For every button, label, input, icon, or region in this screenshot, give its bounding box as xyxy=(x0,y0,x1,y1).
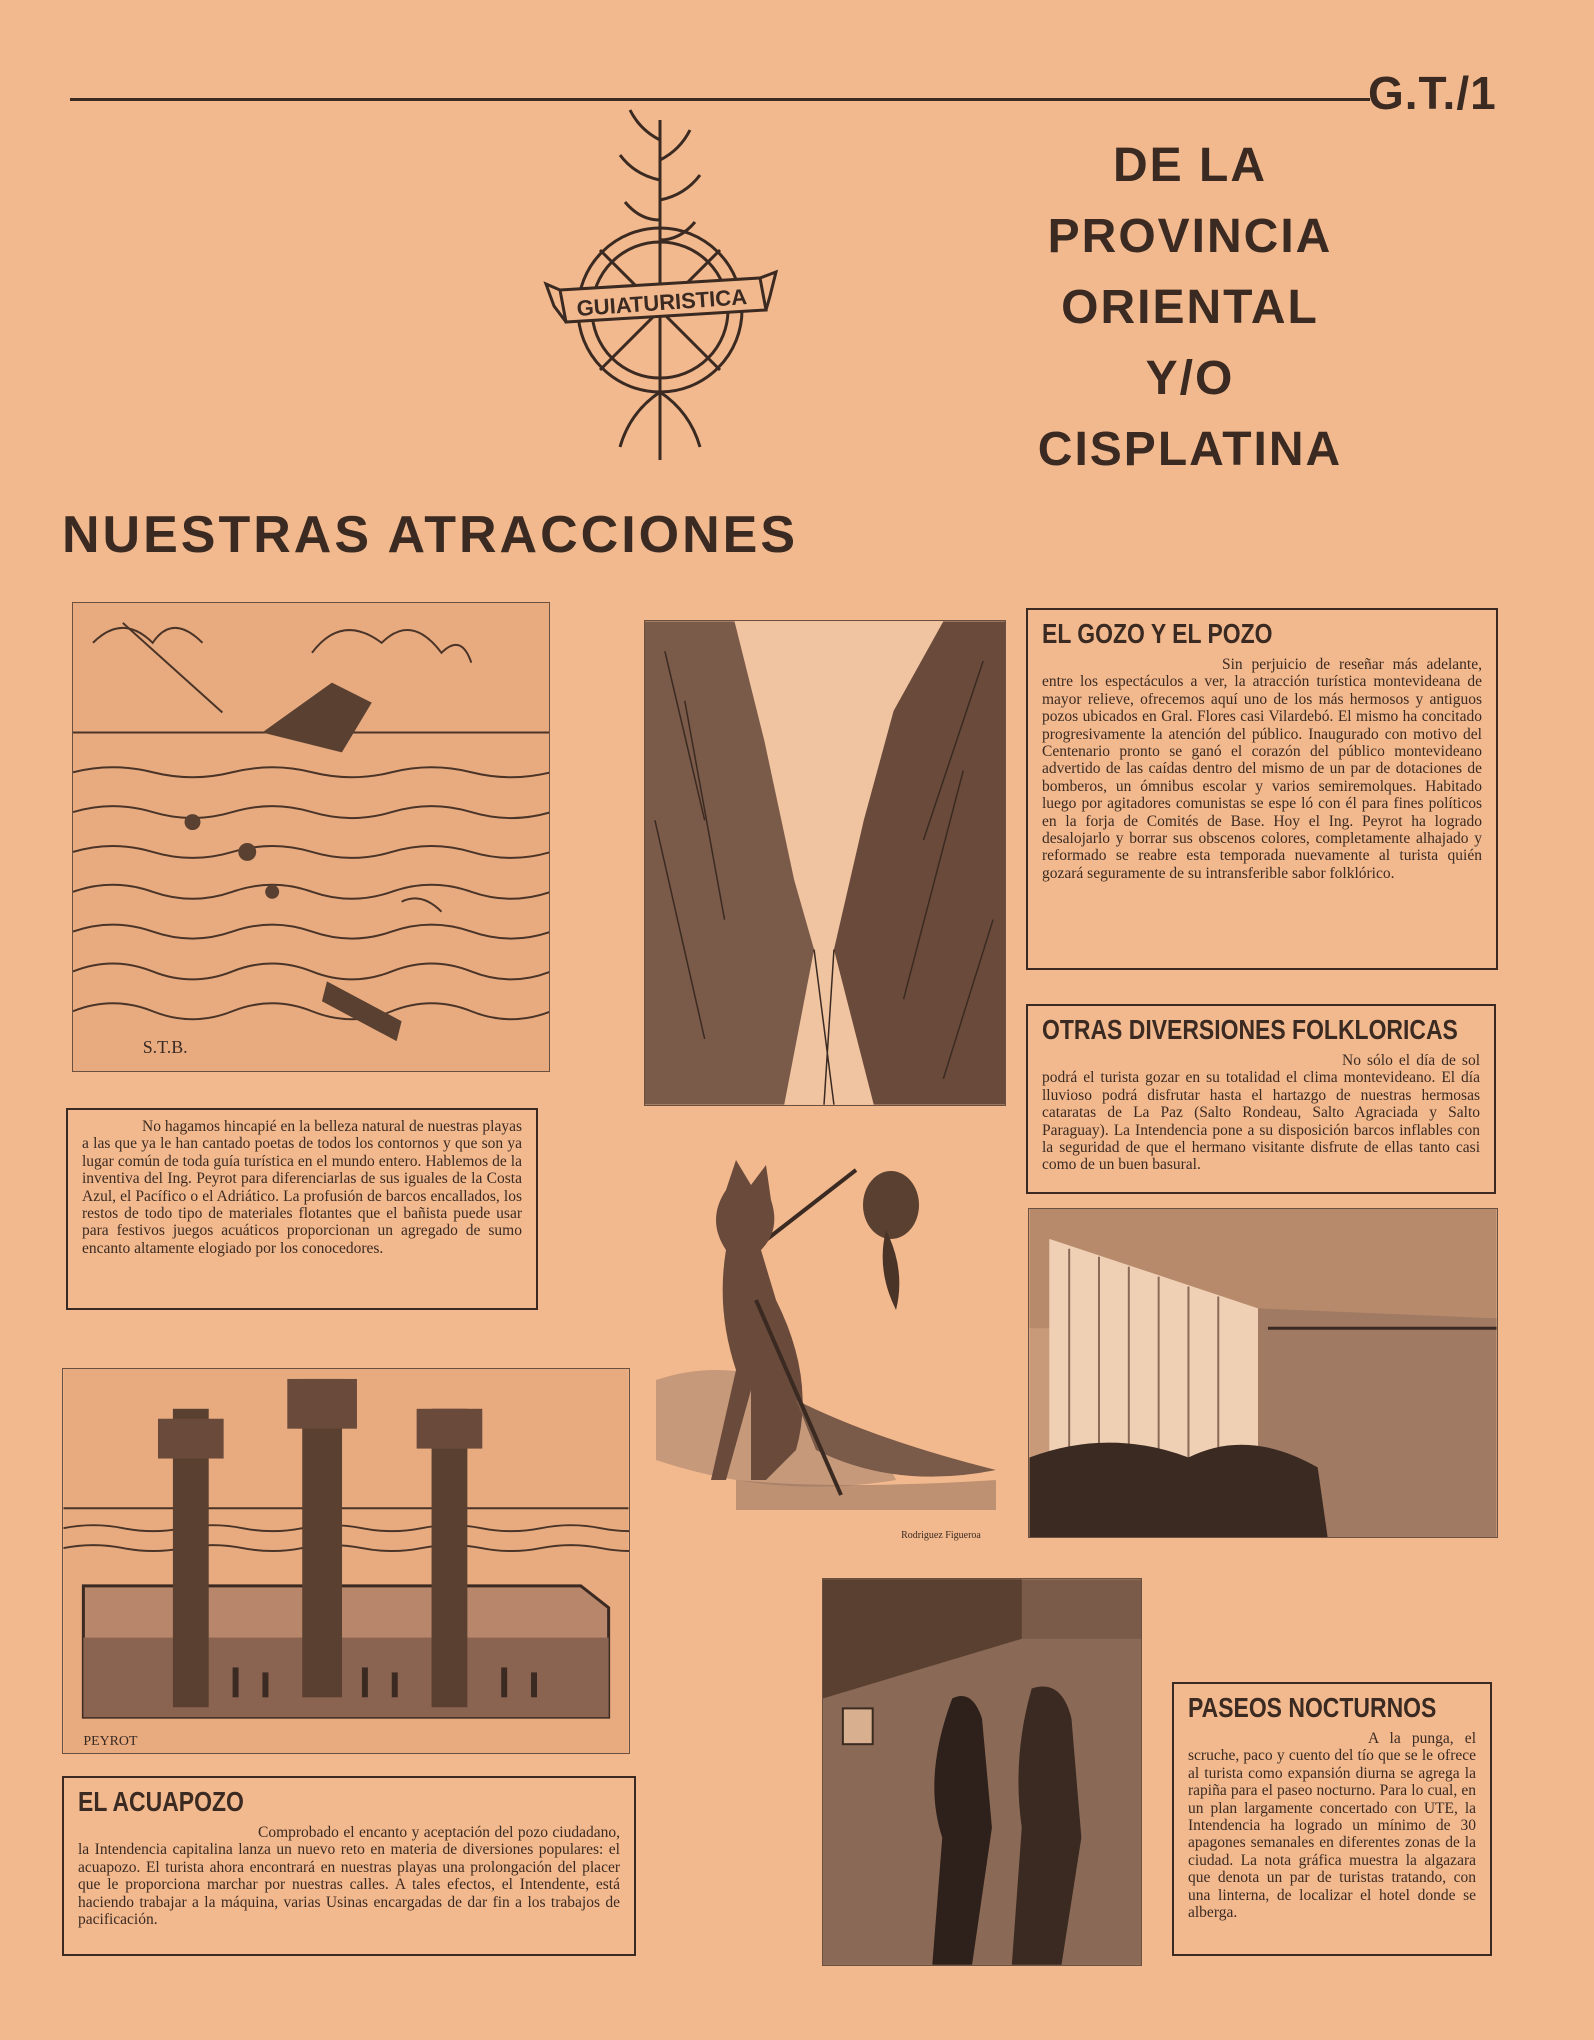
article-acuapozo-title: EL ACUAPOZO xyxy=(78,1786,244,1817)
article-paseos-body: A la punga, el scruche, paco y cuento del tío que se le ofrece al turista como expansión diurna se agrega la rapiña para el paseo nocturno. Para lo cual, en un plan largamente concertado con UTE, la Intendencia ha logrado un mínimo de 30 apagones semanales en diferentes zonas de la ciudad. La nota gráfica muestra la algazara que denota un par de turistas tratando, con una linterna, de localizar el hotel donde se alberga. xyxy=(1188,1730,1476,1922)
acuapozo-credit: PEYROT xyxy=(83,1734,138,1750)
article-otras-title: OTRAS DIVERSIONES FOLKLORICAS xyxy=(1042,1014,1458,1045)
fox-illustration xyxy=(656,1150,1016,1544)
fox-credit: Rodriguez Figueroa xyxy=(901,1530,981,1541)
article-acuapozo xyxy=(62,1776,636,1956)
guia-turistica-emblem xyxy=(540,100,780,480)
article-acuapozo-body: Comprobado el encanto y aceptación del pozo ciudadano, la Intendencia capitalina lanza un nuevo reto en materia de diversiones populares: el acuapozo. El turista ahora encontrará en nuestras playas una prolongación del placer que le proporciona marchar por nuestras calles. A tales efectos, el Intendente, está haciendo trabajar a la máquina, varias Usinas encargadas de dar fin a los trabajos de pacificación. xyxy=(78,1824,620,1929)
article-gozo-title: EL GOZO Y EL POZO xyxy=(1042,618,1273,649)
acuapozo-illustration xyxy=(62,1368,630,1754)
title-line-5: CISPLATINA xyxy=(1037,423,1343,476)
night-walk-illustration xyxy=(822,1578,1142,1966)
article-playas xyxy=(66,1108,538,1310)
acuapozo-icon xyxy=(63,1369,629,1753)
waterfall-icon xyxy=(1029,1209,1497,1537)
fox-icon xyxy=(656,1150,1016,1544)
title-line-3: ORIENTAL xyxy=(1061,281,1319,334)
title-block xyxy=(980,130,1400,485)
shipwreck-illustration xyxy=(72,602,550,1072)
article-gozo-body: Sin perjuicio de reseñar más adelante, entre los espectáculos a ver, la atracción turística montevideana de mayor relieve, ofrecemos aquí uno de los más hermosos y antiguos pozos ubicados en Gral. Flores casi Vilardebó. El mismo ha concitado progresivamente la atención del público. Inaugurado con motivo del Centenario pronto se ganó el corazón del público montevideano advertido de las caídas dentro del mismo de un par de dotaciones de bomberos, un ómnibus escolar y varios semiremolques. Habitado luego por agitadores comunistas se espe ló con él para fines políticos en la forja de Comités de Base. Hoy el Ing. Peyrot ha logrado desalojarlo y borrar sus obscenos colores, completamente alhajado y reformado se reabre esta temporada nuevamente al turista quién gozará seguramente de su intransferible sabor folklórico. xyxy=(1042,656,1482,882)
emblem-banner-text: GUIATURISTICA xyxy=(575,284,748,321)
article-otras xyxy=(1026,1004,1496,1194)
article-paseos xyxy=(1172,1682,1492,1956)
article-otras-body: No sólo el día de sol podrá el turista gozar en su totalidad el clima montevideano. El día lluvioso podrá disfrutar hasta el hartazgo de nuestras hermosas cataratas de La Paz (Salto Rondeau, Salto Agraciada y Salto Paraguay). La Intendencia pone a su disposición barcos inflables con la seguridad de que el hermano visitante disfrute de ellas tanto casi como de un buen basural. xyxy=(1042,1052,1480,1174)
night-walk-icon xyxy=(823,1579,1141,1965)
article-paseos-title: PASEOS NOCTURNOS xyxy=(1188,1692,1437,1723)
canyon-illustration xyxy=(644,620,1006,1106)
section-headline: NUESTRAS ATRACCIONES xyxy=(62,506,799,564)
waterfall-illustration xyxy=(1028,1208,1498,1538)
article-gozo xyxy=(1026,608,1498,970)
page-number: G.T./1 xyxy=(1368,67,1497,119)
title-line-4: Y/O xyxy=(1145,352,1235,405)
title-line-1: DE LA xyxy=(1113,139,1267,192)
title-line-2: PROVINCIA xyxy=(1047,210,1333,263)
shipwreck-icon xyxy=(73,603,549,1071)
shipwreck-credit: S.T.B. xyxy=(142,1037,188,1058)
emblem-icon xyxy=(540,100,780,480)
canyon-icon xyxy=(645,621,1005,1105)
article-playas-body: No hagamos hincapié en la belleza natural de nuestras playas a las que ya le han cantado poetas de todos los contornos y que son ya lugar común de toda guía turística en el mundo entero. Hablemos de la inventiva del Ing. Peyrot para diferenciarlas de sus iguales de la Costa Azul, el Pacífico o el Adriático. La profusión de barcos encallados, los restos de todo tipo de materiales flotantes que el bañista puede usar para festivos juegos acuáticos proporcionan un agregado de sumo encanto altamente elogiado por los conocedores. xyxy=(82,1118,522,1257)
